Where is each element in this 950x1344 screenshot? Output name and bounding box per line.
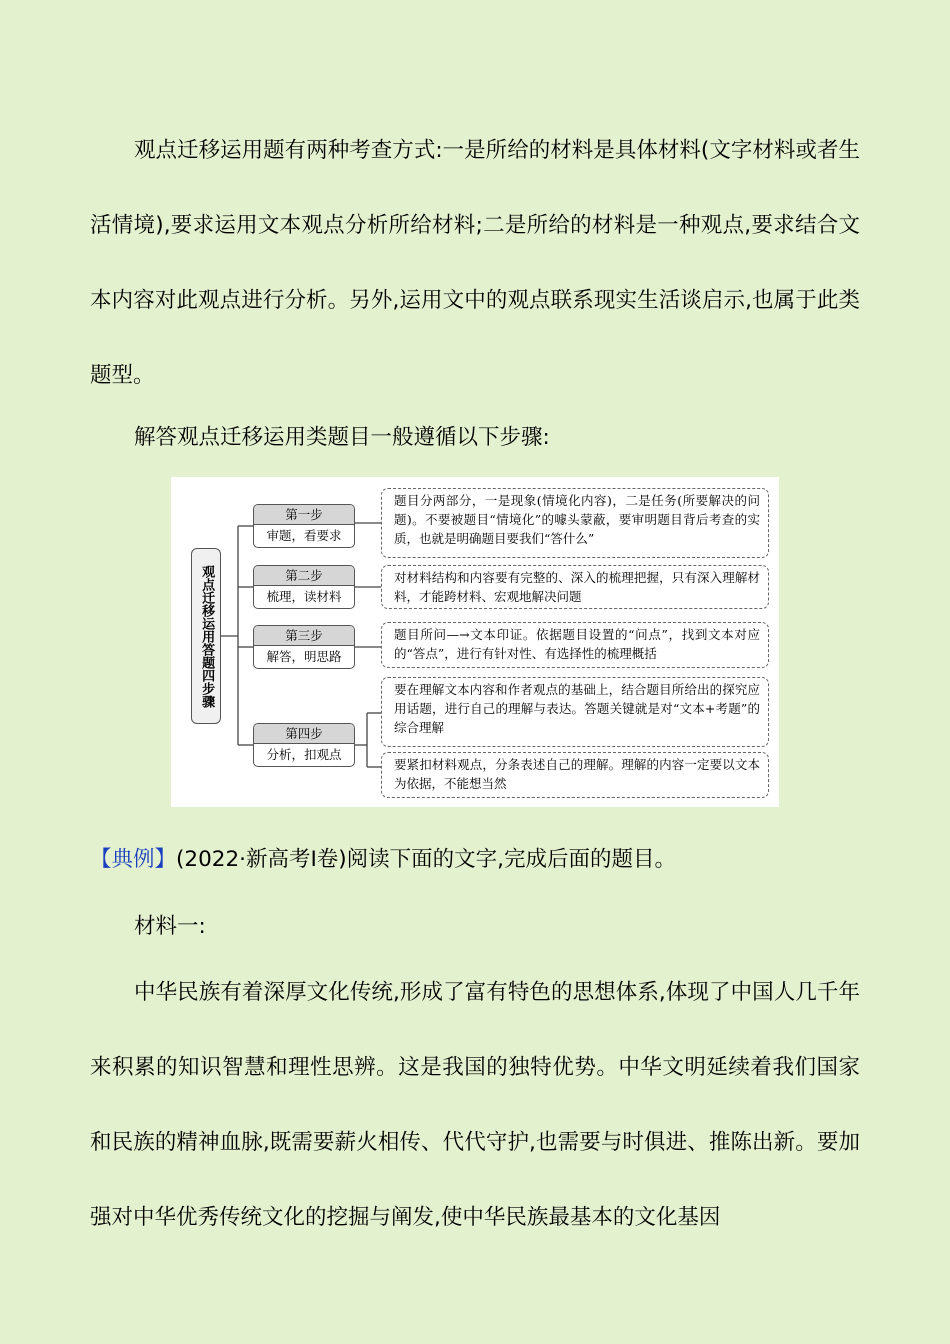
step-2-note: 对材料结构和内容要有完整的、深入的梳理把握，只有深入理解材料，才能跨材料、宏观地解决问题	[381, 565, 769, 609]
step-4-note-a: 要在理解文本内容和作者观点的基础上，结合题目所给出的探究应用话题，进行自己的理解与表达。答题关键就是对“文本+考题”的综合理解	[381, 677, 769, 747]
step-1-note: 题目分两部分，一是现象(情境化内容)，二是任务(所要解决的问题)。不要被题目“情境化”的噱头蒙蔽，要审明题目背后考查的实质，也就是明确题目要我们“答什么”	[381, 488, 769, 558]
material-label: 材料一:	[134, 914, 206, 939]
step-3-label: 解答，明思路	[266, 649, 342, 664]
step-2-head: 第二步	[254, 566, 354, 586]
step-1-box	[253, 504, 355, 548]
intro-paragraph: 观点迁移运用题有两种考查方式:一是所给的材料是具体材料(文字材料或者生活情境),要求运用文本观点分析所给材料;二是所给的材料是一种观点,要求结合文本内容对此观点进行分析。另外,运用文中的观点联系现实生活谈启示,也属于此类题型。	[90, 138, 860, 388]
step-2-box	[253, 565, 355, 609]
example-source: (2022·新高考Ⅰ卷)阅读下面的文字,完成后面的题目。	[176, 847, 677, 872]
step-4-note-b: 要紧扣材料观点，分条表述自己的理解。理解的内容一定要以文本为依据，不能想当然	[381, 752, 769, 798]
step-4-label: 分析，扣观点	[266, 747, 342, 762]
step-3-box	[253, 625, 355, 669]
steps-diagram	[171, 477, 779, 807]
step-3-note: 题目所问—→文本印证。依据题目设置的“问点”，找到文本对应的“答点”，进行有针对性、有选择性的梳理概括	[381, 622, 769, 668]
step-4-box	[253, 723, 355, 767]
step-2-label: 梳理，读材料	[266, 589, 342, 604]
material-paragraph: 中华民族有着深厚文化传统,形成了富有特色的思想体系,体现了中国人几千年来积累的知识智慧和理性思辨。这是我国的独特优势。中华文明延续着我们国家和民族的精神血脉,既需要薪火相传、代代守护,也需要与时俱进、推陈出新。要加强对中华优秀传统文化的挖掘与阐发,使中华民族最基本的文化基因	[90, 980, 860, 1230]
diagram-root-label: 观点迁移运用答题四步骤	[191, 548, 221, 724]
step-4-head: 第四步	[254, 724, 354, 744]
step-1-label: 审题，看要求	[266, 528, 342, 543]
step-1-head: 第一步	[254, 505, 354, 525]
steps-intro-line: 解答观点迁移运用类题目一般遵循以下步骤:	[134, 425, 550, 450]
example-tag: 【典例】	[90, 847, 177, 872]
example-heading	[90, 845, 676, 875]
step-3-head: 第三步	[254, 626, 354, 646]
